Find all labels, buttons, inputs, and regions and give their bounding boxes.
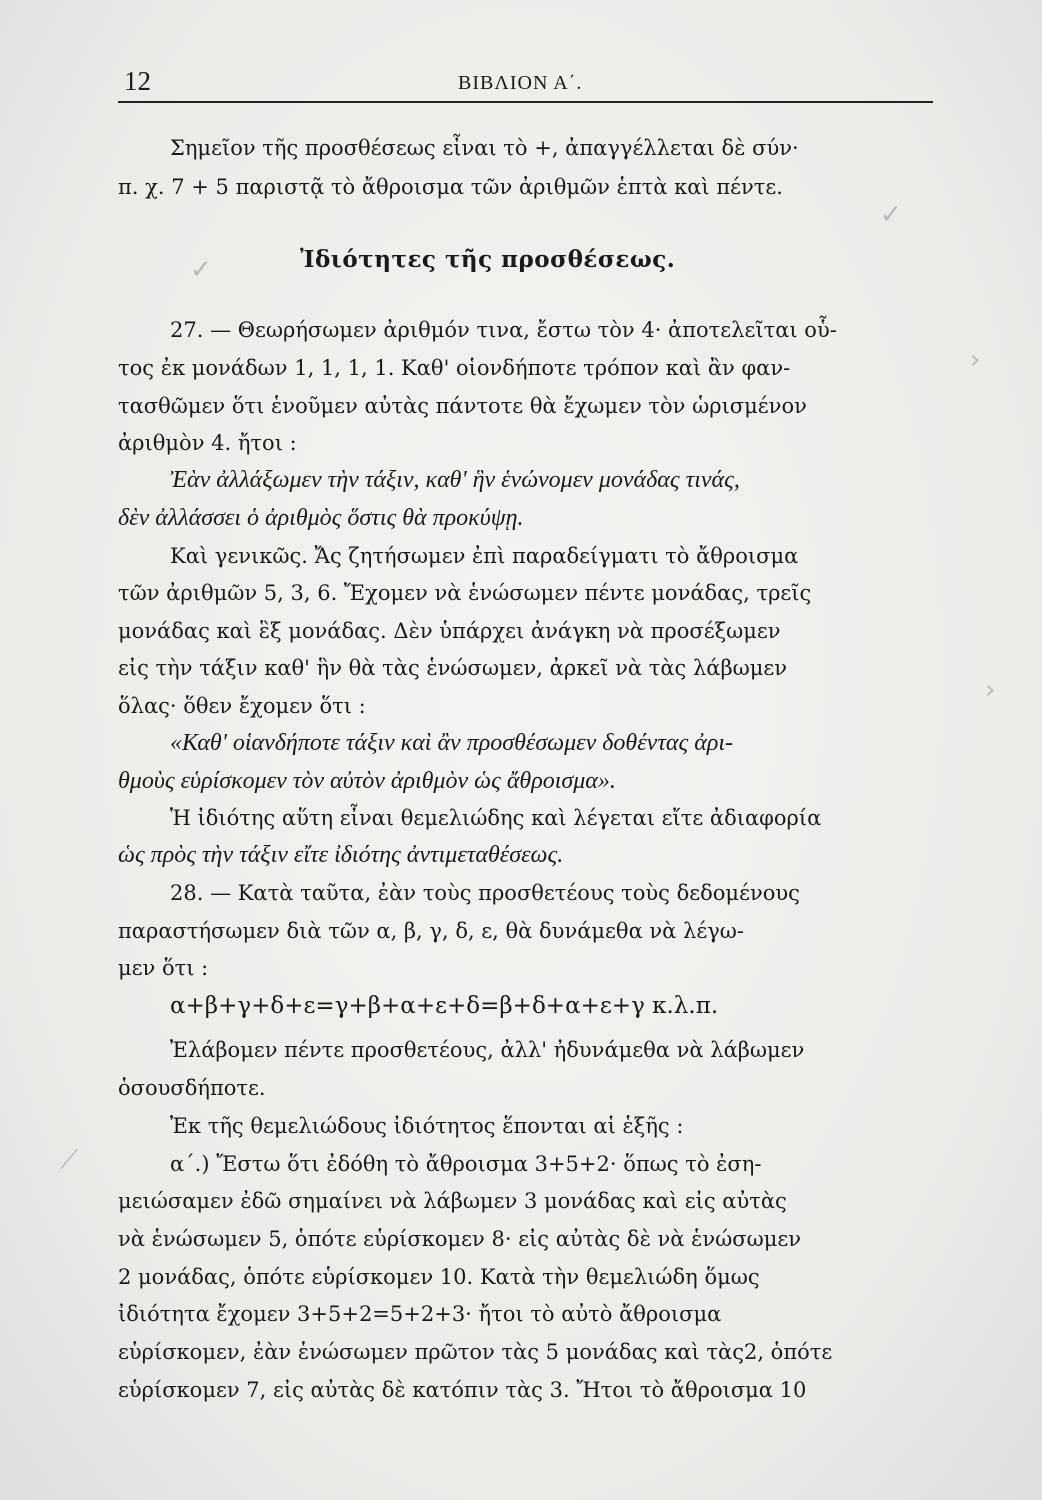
text-line: ὅλας· ὅθεν ἔχομεν ὅτι : [118,694,366,718]
italic-line: ὡς πρὸς τὴν τάξιν εἴτε ἰδιότης ἀντιμεταθέσεως. [118,842,564,868]
text-line: μειώσαμεν ἐδῶ σημαίνει νὰ λάβωμεν 3 μονάδας καὶ εἰς αὐτὰς [118,1189,787,1213]
equation-line: α+β+γ+δ+ε=γ+β+α+ε+δ=β+δ+α+ε+γ κ.λ.π. [170,993,719,1019]
pencil-check-mark-icon: ✓ [880,200,902,230]
italic-line: Ἐὰν ἀλλάξωμεν τὴν τάξιν, καθ' ἣν ἑνώνομεν μονάδας τινάς, [170,467,740,493]
text-line: ἰδιότητα ἔχομεν 3+5+2=5+2+3· ἤτοι τὸ αὐτὸ ἄθροισμα [118,1302,722,1326]
text-line: 28. — Κατὰ ταῦτα, ἐὰν τοὺς προσθετέους τοὺς δεδομένους [170,881,800,905]
text-line: α΄.) Ἔστω ὅτι ἐδόθη τὸ ἄθροισμα 3+5+2· ὅπως τὸ ἐση- [170,1152,762,1176]
text-line: εὑρίσκομεν, ἐὰν ἑνώσωμεν πρῶτον τὰς 5 μονάδας καὶ τὰς2, ὁπότε [118,1340,833,1364]
text-line: τασθῶμεν ὅτι ἑνοῦμεν αὐτὰς πάντοτε θὰ ἔχωμεν τὸν ὡρισμένον [118,394,807,418]
text-line: π. χ. 7 + 5 παριστᾷ τὸ ἄθροισμα τῶν ἀριθμῶν ἑπτὰ καὶ πέντε. [118,175,783,199]
text-line: 2 μονάδας, ὁπότε εὑρίσκομεν 10. Κατὰ τὴν θεμελιώδη ὅμως [118,1265,760,1289]
running-title: ΒΙΒΛΙΟΝ Α΄. [458,72,583,94]
text-line: ὁσουσδήποτε. [118,1076,266,1100]
pencil-mark-icon: › [985,675,996,705]
text-line: Σημεῖον τῆς προσθέσεως εἶναι τὸ +, ἀπαγγέλλεται δὲ σύν· [170,136,799,160]
text-line: μεν ὅτι : [118,956,209,980]
section-heading: Ἰδιότητες τῆς προσθέσεως. [300,246,676,273]
italic-line: θμοὺς εὑρίσκομεν τὸν αὐτὸν ἀριθμὸν ὡς ἄθροισμα». [118,768,616,794]
text-line: Ἐλάβομεν πέντε προσθετέους, ἀλλ' ἠδυνάμεθα νὰ λάβωμεν [170,1038,805,1062]
text-line: Ἡ ἰδιότης αὕτη εἶναι θεμελιώδης καὶ λέγεται εἴτε ἀδιαφορία [170,806,822,830]
pencil-check-mark-icon: ✓ [190,255,212,285]
text-line: Καὶ γενικῶς. Ἄς ζητήσωμεν ἐπὶ παραδείγματι τὸ ἄθροισμα [170,544,799,568]
text-line: Ἐκ τῆς θεμελιώδους ἰδιότητος ἕπονται αἱ ἑξῆς : [170,1114,684,1138]
text-line: εὑρίσκομεν 7, εἰς αὐτὰς δὲ κατόπιν τὰς 3. Ἤτοι τὸ ἄθροισμα 10 [118,1378,807,1402]
text-line: τος ἐκ μονάδων 1, 1, 1, 1. Καθ' οἱονδήποτε τρόπον καὶ ἂν φαν- [118,356,791,380]
italic-line: δὲν ἀλλάσσει ὁ ἀριθμὸς ὅστις θὰ προκύψῃ. [118,505,524,531]
italic-line: «Καθ' οἱανδήποτε τάξιν καὶ ἂν προσθέσωμεν δοθέντας ἀρι- [170,730,734,756]
text-line: ἀριθμὸν 4. ἤτοι : [118,431,297,455]
text-line: εἰς τὴν τάξιν καθ' ἣν θὰ τὰς ἑνώσωμεν, ἀρκεῖ νὰ τὰς λάβωμεν [118,656,787,680]
pencil-mark-icon: › [970,345,981,375]
text-line: τῶν ἀριθμῶν 5, 3, 6. Ἔχομεν νὰ ἑνώσωμεν πέντε μονάδας, τρεῖς [118,581,812,605]
text-line: νὰ ἑνώσωμεν 5, ὁπότε εὑρίσκομεν 8· εἰς αὐτὰς δὲ νὰ ἑνώσωμεν [118,1227,802,1251]
text-line: 27. — Θεωρήσωμεν ἀριθμόν τινα, ἔστω τὸν 4· ἀποτελεῖται οὗ- [170,318,837,342]
page-number: 12 [124,66,151,96]
text-line: παραστήσωμεν διὰ τῶν α, β, γ, δ, ε, θὰ δυνάμεθα νὰ λέγω- [118,919,745,943]
text-line: μονάδας καὶ ἓξ μονάδας. Δὲν ὑπάρχει ἀνάγκη νὰ προσέξωμεν [118,619,781,643]
pencil-stroke-icon: ⟋ [60,1145,79,1175]
